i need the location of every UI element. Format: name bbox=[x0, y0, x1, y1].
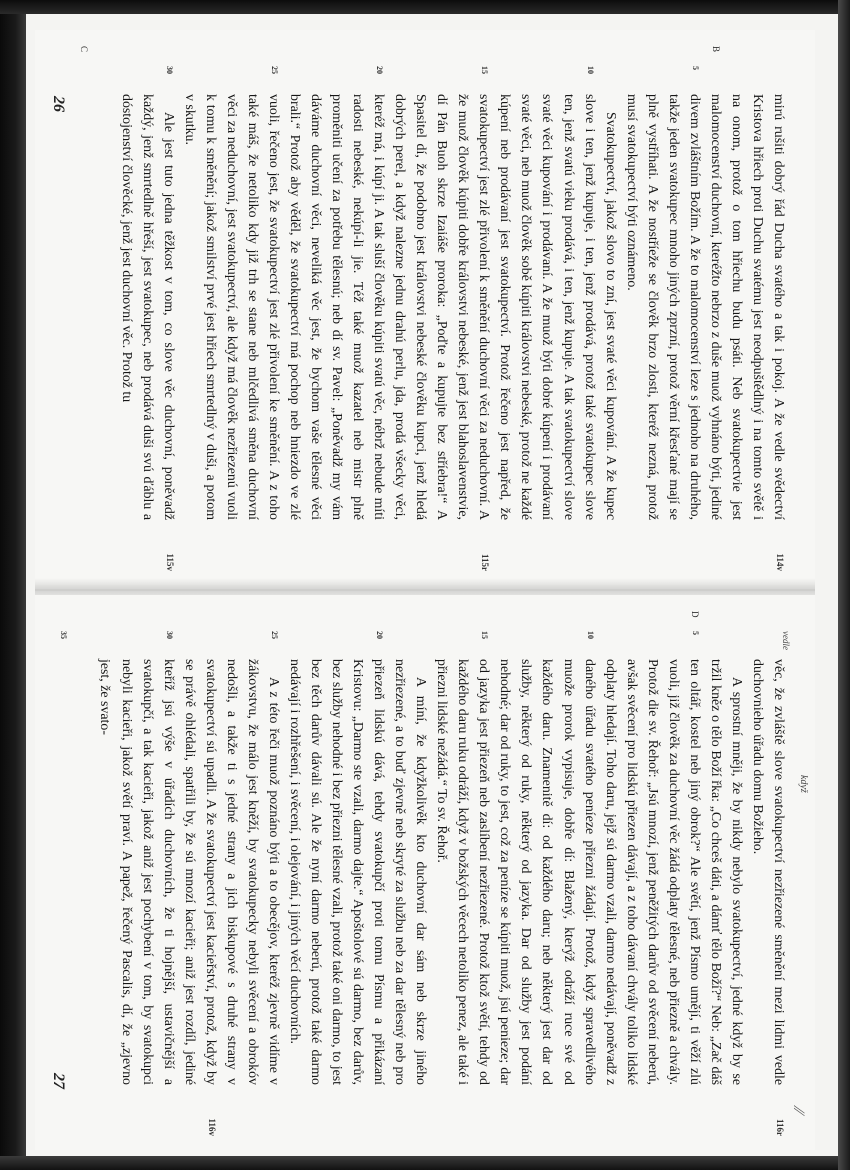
folio-marker: 116r bbox=[775, 1119, 785, 1136]
folio-marker: 114v bbox=[775, 553, 785, 571]
line-number: 5 bbox=[690, 631, 700, 635]
right-paragraph-3: A míní, že kdyžkolivěk kto duchovní dar sám neb skrze jiného nezřiezené, a to buď zjevně neb skryté za službu neb za dar tělesný neb pro přiezeň lidskú dává, tehdy svatokupčí proti tomu Písmu a přikázaní Kristovu: „Darmo ste vzali, darmo dajte.“ Apoštolové sú darmo, bez darův, bez služby nehodné i bez přiezni tělesné vzali, protož také oni darmo, to jest bez těch darův dávali sú. Ale že nyní darmo neberú, protož také darmo nedávají i rozhřešení, i svěcení, i olejování, i jiných věcí duchovních. bbox=[286, 659, 429, 1085]
folio-marker: 116v bbox=[206, 1118, 217, 1136]
right-paragraph-1: věc, že zvláště slove svatokupectví nezřiezené směnění mezi lidmi vedle duchovnieho úřadu domu Božieho. bbox=[749, 659, 786, 1085]
left-margin bbox=[79, 40, 789, 88]
line-number: 35 bbox=[59, 631, 69, 639]
right-paragraph-4: A z této řeči muož poznáno býti a to obecějov, kteréž zjevně vidíme v žákovstvu, že málo jest kněží, by svatokupecky nebyli svěcení a obrokóv nedošli, a takže ti s jedné strany a jich biskupové s druhé strany v svatokupectví sú upadli. A že svatokupectví jest kacieřství, protož, když by se právě ohlédali, spatřili by, že sú mnozí kacieři; aniž jest rozdíl, jediné kteříž jsú výše v úřadích duchovních, že ti hojnější, ustavičnější a svatokupčí, a tak kacieři, jakož aniž jest pochybení v tom, by svatokupci nebyli kacieři, jakož světí praví. A papež, řečený Pascalis, dí, že „zjevno jest, že svato- bbox=[97, 659, 281, 1085]
right-page-number: 27 bbox=[50, 1073, 67, 1089]
line-number: 30 bbox=[164, 631, 174, 639]
scan-shadow-top bbox=[0, 0, 850, 14]
line-number: 10 bbox=[585, 66, 595, 74]
handwritten-margin-scribble: vedle bbox=[781, 631, 791, 650]
book-spread bbox=[35, 30, 815, 1150]
left-page-number: 26 bbox=[50, 96, 67, 112]
left-book-page bbox=[35, 30, 815, 585]
right-book-page bbox=[35, 595, 815, 1150]
left-page-text bbox=[116, 94, 790, 520]
right-page-text bbox=[94, 659, 789, 1085]
left-paragraph-2: Svatokupectví, jakož slovo to zní, jest svaté věci kupování. A že kupec slove i ten, jenž kupuje, i ten, jenž prodává, protož také svatokupec slove ten, jenž svatú vieku prodává, i ten, jenž kupuje. A tak svatokupectví slove svaté věci kupování i prodávaní. A že muož býti dobré kúpení i prodávaní svaté věci, neb muož člověk sobě kúpiti královstvi nebeské, protož ne každé kúpení neb prodávaní jest svatokupectví. Protož řečeno jest napřed, že svatokupectví jest zlé přivolení k směnění duchovní věci za neduchovní. A že muož člověk kúpiti dobře královstvi nebeské, jenž jest blahoslavenstvie, dí Pán Buoh skrze Izaiáše proroka: „Poďte a kupujte bez stříebra!“ A Spasitel dí, že podobno jest královstvi nebeské člověku kupci, jenž hledá dobrých perel, a když nalezne jednu drahú perlu, jda, prodá všecky věci, kteréž má, i kúpí ji. A tak sluší člověku kúpiti svatú věc, nébrž nebude míti radosti nebeské, nekúpí-li jie. Též také muož kazatel neb mistr plně proměniti učení za potřebu tělesnú; neb dí sv. Pavel: „Poněvadž my vám dáváme duchovní věci, neveliká věc jest, že bychom vaše tělesné věci brali.“ Protož aby věděl, že svatokupectví má pochop neb hniezdo ve zlé vuoli, řečeno jest, že svatokupectví jest zlé přivolení ke směnění. A z toho také máš, že netoliko kdy již trh se stane neb mlčedlivá směna duchovní věci za neduchovní, jest svatokupectví, ale když má člověk nezřiezenú vuoli k tomu k směnění; jakož smilství prvé jest hřiech smrtedlný v duši, a potom v skutku. bbox=[181, 94, 618, 520]
line-number: 30 bbox=[164, 66, 174, 74]
line-number: 15 bbox=[480, 66, 490, 74]
folio-marker: 115r bbox=[480, 554, 491, 571]
line-number: 15 bbox=[480, 631, 490, 639]
left-paragraph-1: mirú rušiti dobrý řád Ducha svatého a tak i pokoj. A že vedle svědectví Kristova hřiech proti Duchu svatému jest neodpuštědlný i na tomto světě i na onom, protož o tom hřiechu budu psáti. Neb svatokupectvie jest malomocenství duchovní, kteréžto nebrzo z duše muož vyhnáno býti, jediné divem zvláštním Božím. A že to malomocenství leze s jednoho na druhého, takže jeden svatokupec mnoho jiných zprzní, protož věrní křesťané mají se plně vystříhati. A že nostříeže se člověk brzo zlosti, kteréž nezná, protož musí svatokupectví býti oznámeno. bbox=[623, 94, 786, 520]
side-letter-marker: B bbox=[710, 46, 721, 53]
line-number: 25 bbox=[269, 66, 279, 74]
line-number: 5 bbox=[690, 66, 700, 70]
scan-shadow-left bbox=[0, 0, 26, 1170]
handwritten-marginal-note: když bbox=[798, 775, 809, 793]
line-number: 10 bbox=[585, 631, 595, 639]
line-number: 25 bbox=[269, 631, 279, 639]
side-letter-marker: C bbox=[79, 46, 90, 53]
right-margin bbox=[59, 605, 789, 653]
left-paragraph-3: Ale jest tuto jedna těžkost v tom, co slove věc duchovní, poněvadž každý, jenž smrtedlně hřeší, jest svatokupec, neb prodává duši svú ďáblu a dóstojenství člověcké, jenž jest duchovní věc. Protož tu bbox=[118, 94, 176, 520]
right-paragraph-2: A sprostní mněji, že by nikdy nebylo svatokupectví, jedné když by se tržil kněz o tělo Boží řka: „Co chceš dáti, a dámť tělo Boží?“ Neb: „Zač dáš ten oltář, kostel neb jiný obrok?“ Ale světí, jenž Písmo umějí, ti věží zlú vuoli, již člověk za duchovní věc žádá odplaty tělesné, neb přiezně a chvály. Protož die sv. Řehoř: „Jsú mnozí, jenž peněžitých darův od svěcení neberú, avšak svěcení pro lidskú přiezen dávají, a z toho dávaní chvály toliko lidské odplaty hledají. Toho daru, jejž sú darmo vzali, darmo nedávají, poněvadž z daného úřadu svatého peníeze přiezni žádají. Protož, když spravedlivého muože prorok vypisuje, dobře dí: Blažený, kterýž odráží ruce své od každého daru. Znamenitě dí: od každého daru; neb některý jest dar od služby, některý od ruky, některý od jazyka. Dar od služby jest podání nehodné; dar od ruky, to jest, což za peníze se kúpiti muož, jsú penieze; dar od jazyka jest přiezeň neb zaslíbení nezřiezené. Protož ktož světí, tehdy od každého daru ruku odráží, když v božských věcech netoliko penez, ale také i přiezni lidské nežádá.“ To sv. Řehoř. bbox=[434, 659, 744, 1085]
scan-shadow-bottom bbox=[0, 1156, 850, 1170]
scan-shadow-right bbox=[838, 0, 850, 1170]
folio-marker: 115v bbox=[164, 553, 175, 571]
line-number: 20 bbox=[375, 631, 385, 639]
side-letter-marker: D bbox=[689, 611, 700, 618]
pencil-mark-icon: ⁄⁄ bbox=[790, 1108, 809, 1114]
line-number: 20 bbox=[375, 66, 385, 74]
